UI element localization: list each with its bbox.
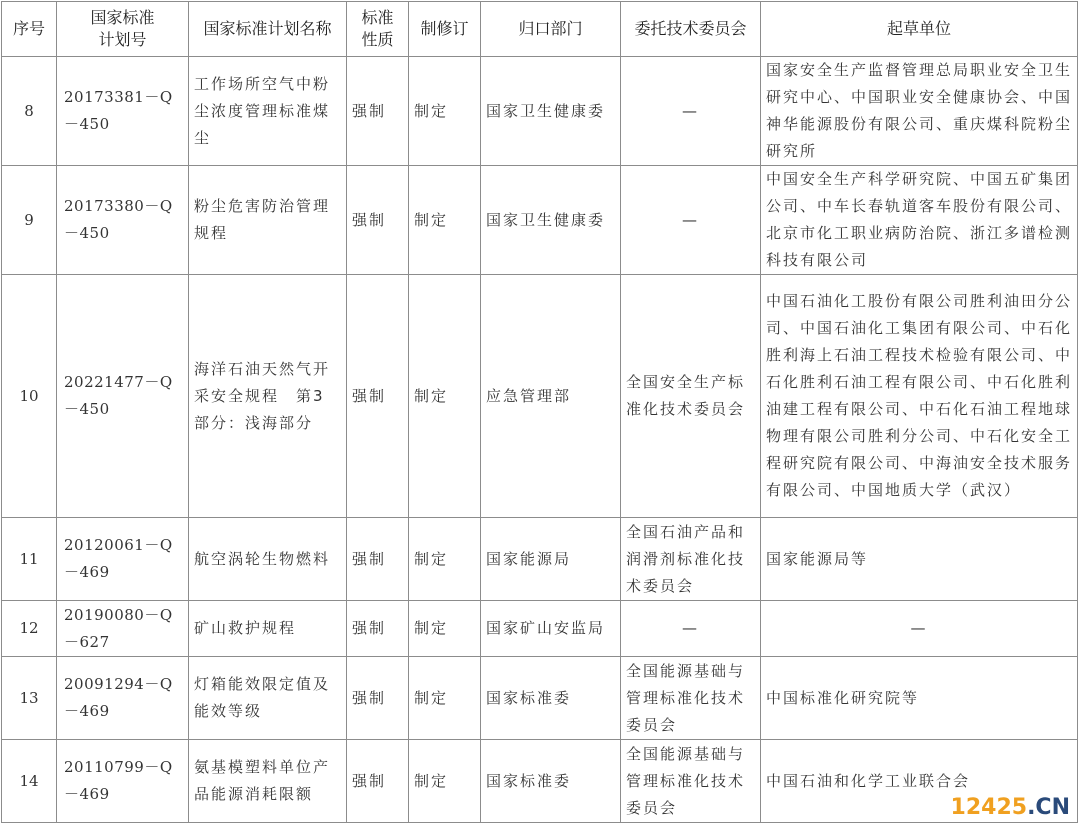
header-committee: 委托技术委员会 xyxy=(621,2,761,57)
cell-no: 10 xyxy=(2,275,57,518)
cell-drafter: — xyxy=(761,601,1078,657)
cell-plan-number: 20120061－Q－469 xyxy=(57,518,189,601)
cell-department: 国家卫生健康委 xyxy=(481,57,621,166)
table-row xyxy=(2,518,1078,601)
cell-committee: 全国能源基础与管理标准化技术委员会 xyxy=(621,740,761,823)
header-revision: 制修订 xyxy=(409,2,481,57)
cell-no: 13 xyxy=(2,657,57,740)
cell-nature: 强制 xyxy=(347,740,409,823)
cell-department: 国家标准委 xyxy=(481,740,621,823)
cell-no: 9 xyxy=(2,166,57,275)
cell-department: 应急管理部 xyxy=(481,275,621,518)
header-no: 序号 xyxy=(2,2,57,57)
cell-drafter: 中国石油化工股份有限公司胜利油田分公司、中国石油化工集团有限公司、中石化胜利海上石油工程技术检验有限公司、中石化胜利石油工程有限公司、中石化胜利油建工程有限公司、中石化石油工程地球物理有限公司胜利分公司、中石化安全工程研究院有限公司、中海油安全技术服务有限公司、中国地质大学（武汉） xyxy=(761,275,1078,518)
header-nature: 标准 性质 xyxy=(347,2,409,57)
cell-plan-name: 粉尘危害防治管理规程 xyxy=(189,166,347,275)
cell-plan-number: 20221477－Q－450 xyxy=(57,275,189,518)
cell-plan-name: 航空涡轮生物燃料 xyxy=(189,518,347,601)
cell-department: 国家矿山安监局 xyxy=(481,601,621,657)
cell-drafter: 中国标准化研究院等 xyxy=(761,657,1078,740)
cell-no: 11 xyxy=(2,518,57,601)
cell-committee: 全国石油产品和润滑剂标准化技术委员会 xyxy=(621,518,761,601)
cell-plan-number: 20110799－Q－469 xyxy=(57,740,189,823)
cell-revision: 制定 xyxy=(409,657,481,740)
cell-revision: 制定 xyxy=(409,518,481,601)
cell-plan-number: 20173381－Q－450 xyxy=(57,57,189,166)
watermark-suffix: .CN xyxy=(1027,795,1070,820)
cell-no: 8 xyxy=(2,57,57,166)
cell-nature: 强制 xyxy=(347,601,409,657)
cell-revision: 制定 xyxy=(409,740,481,823)
header-row xyxy=(2,2,1078,57)
header-department: 归口部门 xyxy=(481,2,621,57)
cell-department: 国家标准委 xyxy=(481,657,621,740)
cell-plan-name: 氨基模塑料单位产品能源消耗限额 xyxy=(189,740,347,823)
cell-department: 国家卫生健康委 xyxy=(481,166,621,275)
table-row xyxy=(2,601,1078,657)
cell-nature: 强制 xyxy=(347,57,409,166)
cell-nature: 强制 xyxy=(347,166,409,275)
cell-plan-number: 20173380－Q－450 xyxy=(57,166,189,275)
cell-no: 12 xyxy=(2,601,57,657)
cell-nature: 强制 xyxy=(347,275,409,518)
header-plan-name: 国家标准计划名称 xyxy=(189,2,347,57)
watermark-number: 12425 xyxy=(950,795,1028,820)
cell-plan-name: 灯箱能效限定值及能效等级 xyxy=(189,657,347,740)
cell-committee: — xyxy=(621,601,761,657)
header-drafter: 起草单位 xyxy=(761,2,1078,57)
cell-revision: 制定 xyxy=(409,275,481,518)
cell-nature: 强制 xyxy=(347,657,409,740)
cell-drafter: 国家安全生产监督管理总局职业安全卫生研究中心、中国职业安全健康协会、中国神华能源股份有限公司、重庆煤科院粉尘研究所 xyxy=(761,57,1078,166)
cell-revision: 制定 xyxy=(409,166,481,275)
cell-plan-name: 海洋石油天然气开采安全规程 第3部分：浅海部分 xyxy=(189,275,347,518)
table-row xyxy=(2,166,1078,275)
cell-plan-name: 工作场所空气中粉尘浓度管理标准煤尘 xyxy=(189,57,347,166)
standards-table xyxy=(1,1,1078,823)
table-body xyxy=(2,57,1078,823)
cell-department: 国家能源局 xyxy=(481,518,621,601)
cell-nature: 强制 xyxy=(347,518,409,601)
table-row xyxy=(2,57,1078,166)
cell-plan-number: 20091294－Q－469 xyxy=(57,657,189,740)
table-row xyxy=(2,657,1078,740)
header-plan-number: 国家标准 计划号 xyxy=(57,2,189,57)
cell-drafter: 中国石油和化学工业联合会 xyxy=(761,740,1078,823)
cell-committee: 全国安全生产标准化技术委员会 xyxy=(621,275,761,518)
cell-plan-number: 20190080－Q－627 xyxy=(57,601,189,657)
cell-committee: — xyxy=(621,57,761,166)
cell-revision: 制定 xyxy=(409,601,481,657)
table-row xyxy=(2,740,1078,823)
cell-committee: — xyxy=(621,166,761,275)
cell-revision: 制定 xyxy=(409,57,481,166)
cell-drafter: 国家能源局等 xyxy=(761,518,1078,601)
table-row xyxy=(2,275,1078,518)
cell-drafter: 中国安全生产科学研究院、中国五矿集团公司、中车长春轨道客车股份有限公司、北京市化工职业病防治院、浙江多谱检测科技有限公司 xyxy=(761,166,1078,275)
cell-no: 14 xyxy=(2,740,57,823)
site-watermark xyxy=(951,795,1070,820)
cell-committee: 全国能源基础与管理标准化技术委员会 xyxy=(621,657,761,740)
cell-plan-name: 矿山救护规程 xyxy=(189,601,347,657)
